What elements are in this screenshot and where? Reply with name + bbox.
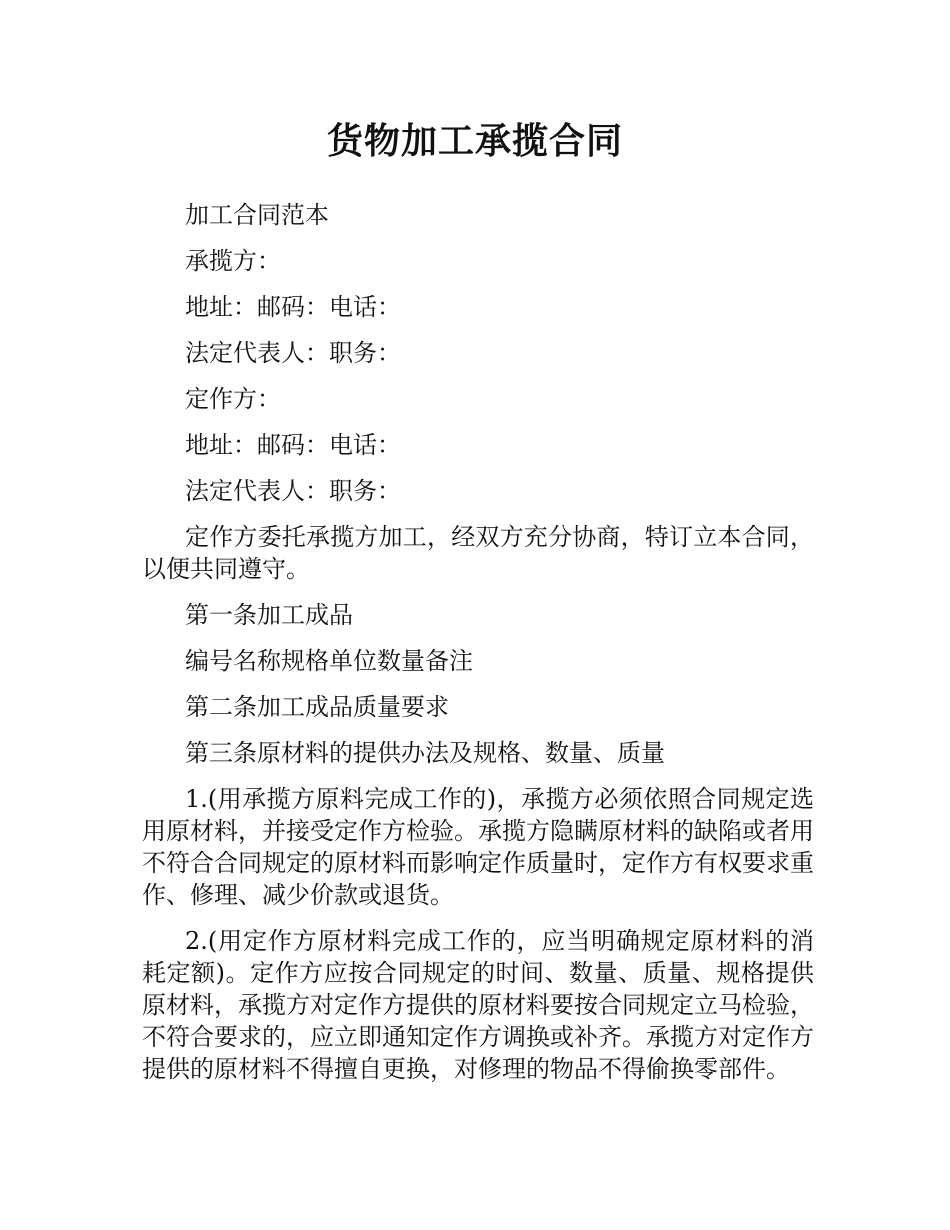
paragraph-clause-1: 1.(用承揽方原料完成工作的)，承揽方必须依照合同规定选用原材料，并接受定作方检验。承揽方隐瞒原材料的缺陷或者用不符合合同规定的原材料而影响定作质量时，定作方有权要求重作、修理、减少价款或退货。 xyxy=(142,785,814,909)
paragraph-orderer: 定作方： xyxy=(185,385,281,413)
document-body xyxy=(142,199,814,1099)
paragraph-article-1: 第一条加工成品 xyxy=(185,601,353,629)
paragraph-orderer-address: 地址：邮码：电话： xyxy=(185,431,401,459)
paragraph-orderer-representative: 法定代表人：职务： xyxy=(185,477,401,505)
paragraph-contractor-address: 地址：邮码：电话： xyxy=(185,293,401,321)
paragraph-contractor-representative: 法定代表人：职务： xyxy=(185,339,401,367)
document-title: 货物加工承揽合同 xyxy=(326,121,623,162)
paragraph-clause-2: 2.(用定作方原材料完成工作的，应当明确规定原材料的消耗定额)。定作方应按合同规定的时间、数量、质量、规格提供原材料，承揽方对定作方提供的原材料要按合同规定立马检验，不符合要求的，应立即通知定作方调换或补齐。承揽方对定作方提供的原材料不得擅自更换，对修理的物品不得偷换零部件。 xyxy=(142,927,814,1083)
paragraph-article-2: 第二条加工成品质量要求 xyxy=(185,693,449,721)
paragraph-preamble: 定作方委托承揽方加工，经双方充分协商，特订立本合同，以便共同遵守。 xyxy=(142,523,814,583)
paragraph-item-columns: 编号名称规格单位数量备注 xyxy=(185,647,473,675)
paragraph-contract-template: 加工合同范本 xyxy=(185,201,329,229)
paragraph-contractor: 承揽方： xyxy=(185,247,281,275)
paragraph-article-3: 第三条原材料的提供办法及规格、数量、质量 xyxy=(185,739,665,767)
